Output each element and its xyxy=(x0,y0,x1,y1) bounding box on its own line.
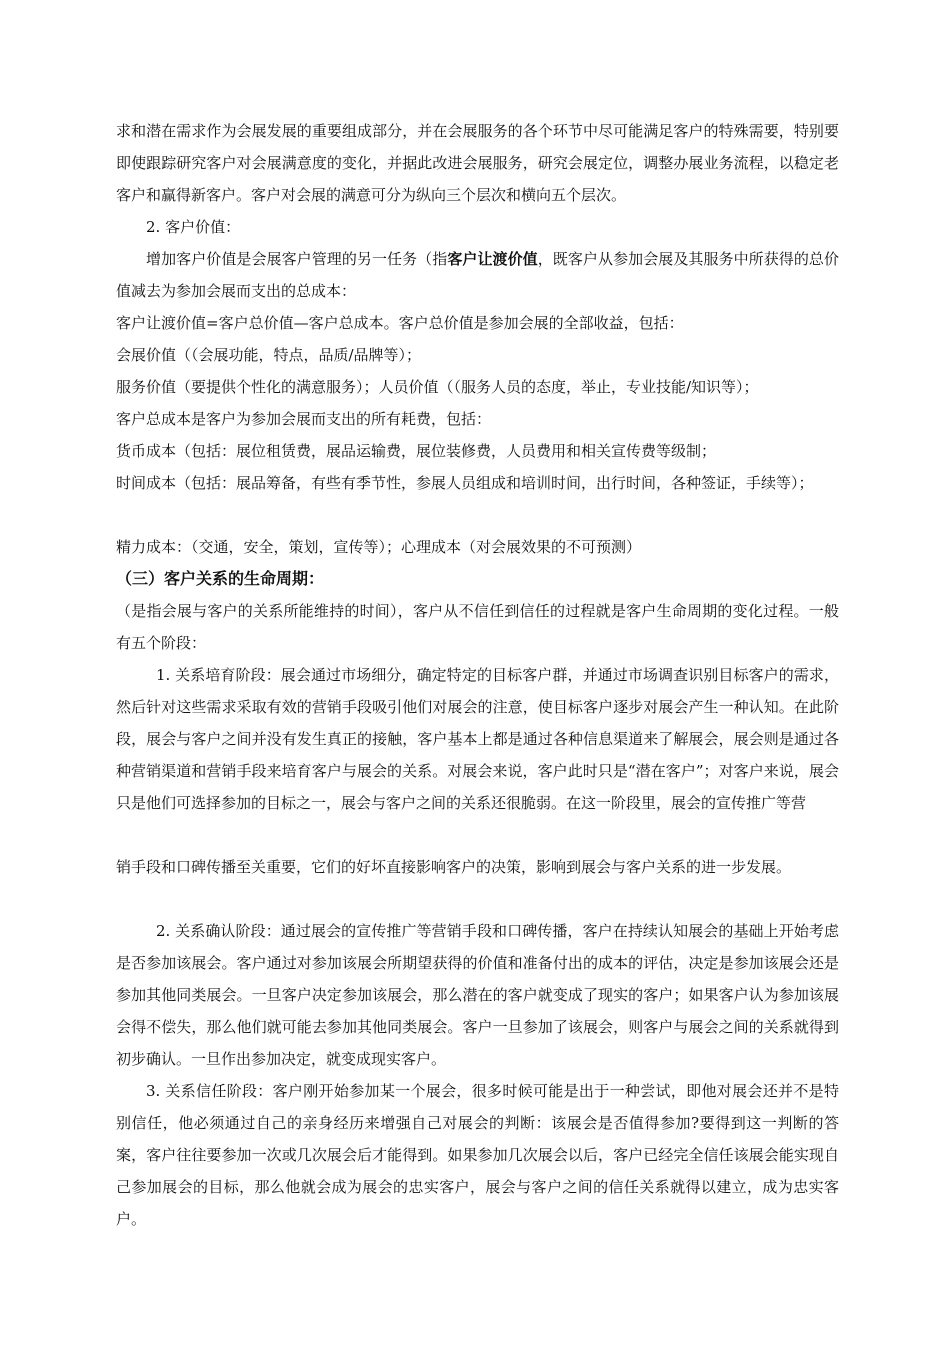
stage-1-paragraph: 1. 关系培育阶段：展会通过市场细分，确定特定的目标客户群，并通过市场调查识别目标客户的需求，然后针对这些需求采取有效的营销手段吸引他们对展会的注意，使目标客户逐步对展会产生一种认知。在此阶段，展会与客户之间并没有发生真正的接触，客户基本上都是通过各种信息渠道来了解展会，展会则是通过各种营销渠道和营销手段来培育客户与展会的关系。对展会来说，客户此时只是“潜在客户”；对客户来说，展会只是他们可选择参加的目标之一，展会与客户之间的关系还很脆弱。在这一阶段里，展会的宣传推广等营 xyxy=(116,666,839,812)
stage-3-paragraph: 3. 关系信任阶段：客户刚开始参加某一个展会，很多时候可能是出于一种尝试，即他对展会还并不是特别信任，他必须通过自己的亲身经历来增强自己对展会的判断：该展会是否值得参加?要得到这一判断的答案，客户往往要参加一次或几次展会后才能得到。如果参加几次展会以后，客户已经完全信任该展会能实现自己参加展会的目标，那么他就会成为展会的忠实客户，展会与客户之间的信任关系就得以建立，成为忠实客户。 xyxy=(116,1082,839,1228)
customer-value-heading: 2. 客户价值： xyxy=(146,218,241,236)
time-cost-paragraph: 时间成本（包括：展品筹备，有些有季节性，参展人员组成和培训时间，出行时间，各种签证，手续等）； xyxy=(116,474,814,492)
money-cost-line: 货币成本（包括：展位租赁费，展品运输费，展位装修费，人员费用和相关宣传费等级制； xyxy=(116,442,717,460)
stage-1-continuation: 销手段和口碑传播至关重要，它们的好坏直接影响客户的决策，影响到展会与客户关系的进一步发展。 xyxy=(116,858,792,876)
stage-2-paragraph: 2. 关系确认阶段：通过展会的宣传推广等营销手段和口碑传播，客户在持续认知展会的基础上开始考虑是否参加该展会。客户通过对参加该展会所期望获得的价值和准备付出的成本的评估，决定是参加该展会还是参加其他同类展会。一旦客户决定参加该展会，那么潜在的客户就变成了现实的客户；如果客户认为参加该展会得不偿失，那么他们就可能去参加其他同类展会。客户一旦参加了该展会，则客户与展会之间的关系就得到初步确认。一旦作出参加决定，就变成现实客户。 xyxy=(116,922,839,1068)
total-cost-line: 客户总成本是客户为参加会展而支出的所有耗费，包括： xyxy=(116,410,492,428)
customer-delivered-value-term: 客户让渡价值 xyxy=(447,250,538,268)
customer-value-paragraph xyxy=(116,243,839,307)
exhibition-value-line: 会展价值（（会展功能，特点，品质/品牌等）； xyxy=(116,346,422,364)
section-3-intro-paragraph: （是指会展与客户的关系所能维持的时间），客户从不信任到信任的过程就是客户生命周期的变化过程。一般有五个阶段： xyxy=(116,602,839,652)
customer-value-text-after: ，既客户从参加会展及其服务中所获得的总价值减去为参加会展而支出的总成本： xyxy=(116,250,839,300)
customer-value-text-before: 增加客户价值是会展客户管理的另一任务（指 xyxy=(146,250,448,268)
intro-paragraph: 求和潜在需求作为会展发展的重要组成部分，并在会展服务的各个环节中尽可能满足客户的特殊需要，特别要即使跟踪研究客户对会展满意度的变化，并据此改进会展服务，研究会展定位，调整办展业务流程，以稳定老客户和赢得新客户。客户对会展的满意可分为纵向三个层次和横向五个层次。 xyxy=(116,122,839,204)
value-formula-line: 客户让渡价值=客户总价值—客户总成本。客户总价值是参加会展的全部收益，包括： xyxy=(116,314,684,332)
energy-cost-line: 精力成本：（交通，安全，策划，宣传等）；心理成本（对会展效果的不可预测） xyxy=(116,538,642,556)
service-value-line: 服务价值（要提供个性化的满意服务）；人员价值（（服务人员的态度，举止，专业技能/知识等）； xyxy=(116,378,759,396)
section-3-heading: （三）客户关系的生命周期： xyxy=(116,569,325,588)
